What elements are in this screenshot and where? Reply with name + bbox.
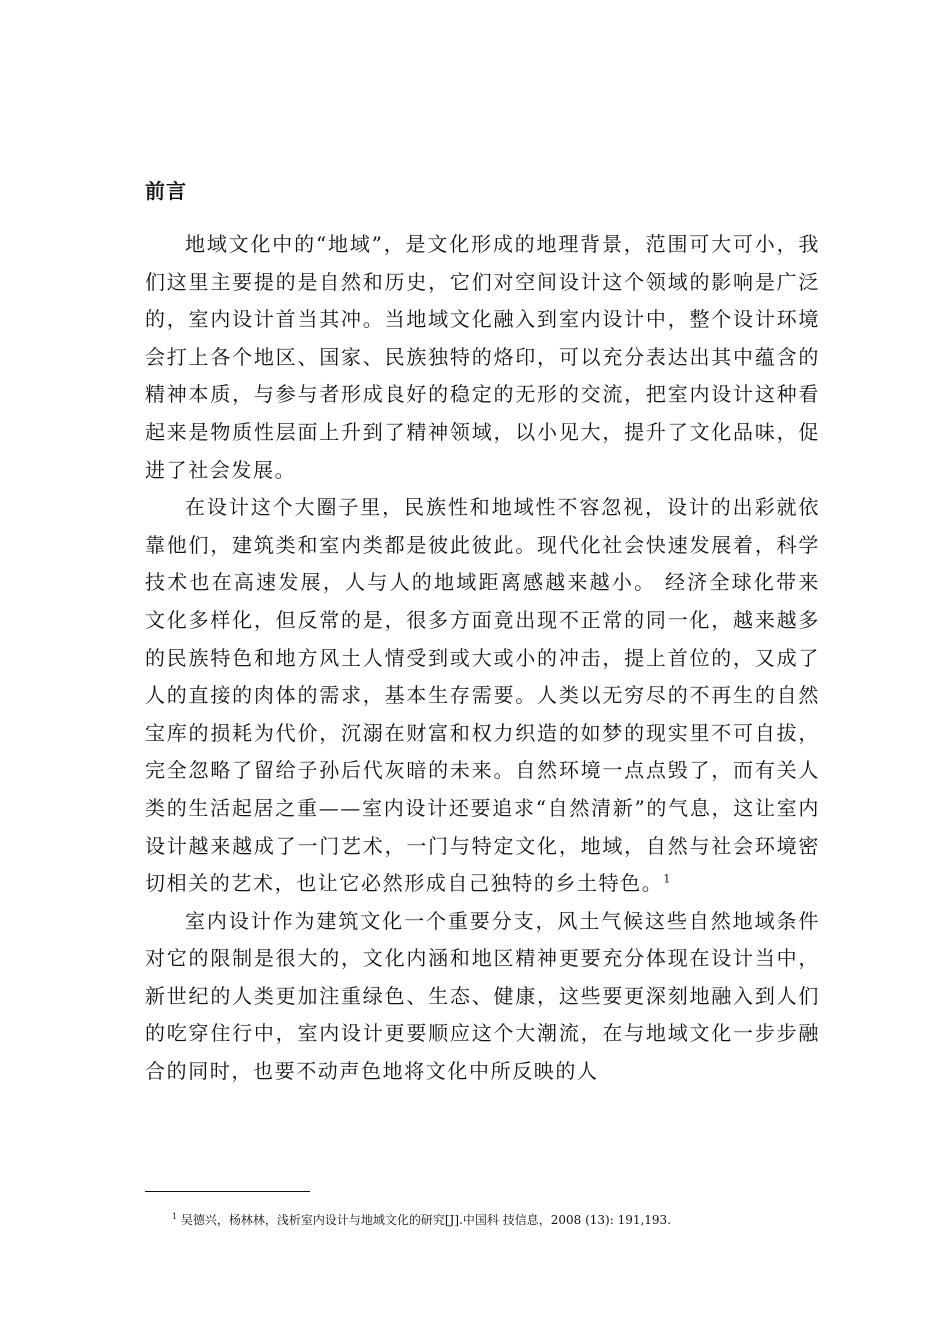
footnote-marker[interactable]: 1	[663, 872, 671, 886]
paragraph-1: 地域文化中的“地域”，是文化形成的地理背景，范围可大可小，我们这里主要提的是自然和历史，它们对空间设计这个领域的影响是广泛的，室内设计首当其冲。当地域文化融入到室内设计中，整个设计环境会打上各个地区、国家、民族独特的烙印，可以充分表达出其中蕴含的精神本质，与参与者形成良好的稳定的无形的交流，把室内设计这种看起来是物质性层面上升到了精神领域，以小见大，提升了文化品味，促进了社会发展。	[145, 232, 820, 482]
footnote-text: 吴德兴，杨林林，浅析室内设计与地域文化的研究[J].中国科 技信息，2008 (13): 191,193.	[180, 1213, 672, 1227]
footnote-number: 1	[172, 1212, 178, 1221]
footnote-divider	[145, 1191, 310, 1192]
paragraph-3: 室内设计作为建筑文化一个重要分支，风土气候这些自然地域条件对它的限制是很大的，文化内涵和地区精神更要充分体现在设计当中，新世纪的人类更加注重绿色、生态、健康，这些要更深刻地融入到人们的吃穿住行中，室内设计更要顺应这个大潮流，在与地域文化一步步融合的同时，也要不动声色地将文化中所反映的人	[145, 908, 820, 1084]
body-text	[145, 226, 820, 1091]
footnote	[172, 1212, 671, 1228]
section-heading: 前言	[145, 179, 187, 203]
paragraph-2-text: 在设计这个大圈子里，民族性和地域性不容忽视，设计的出彩就依靠他们，建筑类和室内类都是彼此彼此。现代化社会快速发展着，科学技术也在高速发展，人与人的地域距离感越来越小。 经济全球化带来文化多样化，但反常的是，很多方面竟出现不正常的同一化，越来越多的民族特色和地方风土人情受到或大或小的冲击，提上首位的，又成了人的直接的肉体的需求，基本生存需要。人类以无穷尽的不再生的自然宝库的损耗为代价，沉溺在财富和权力织造的如梦的现实里不可自拔，完全忽略了留给子孙后代灰暗的未来。自然环境一点点毁了，而有关人类的生活起居之重——室内设计还要追求“自然清新”的气息，这让室内设计越来越成了一门艺术，一门与特定文化，地域，自然与社会环境密切相关的艺术，也让它必然形成自己独特的乡土特色。	[145, 495, 820, 896]
paragraph-2	[145, 489, 820, 903]
